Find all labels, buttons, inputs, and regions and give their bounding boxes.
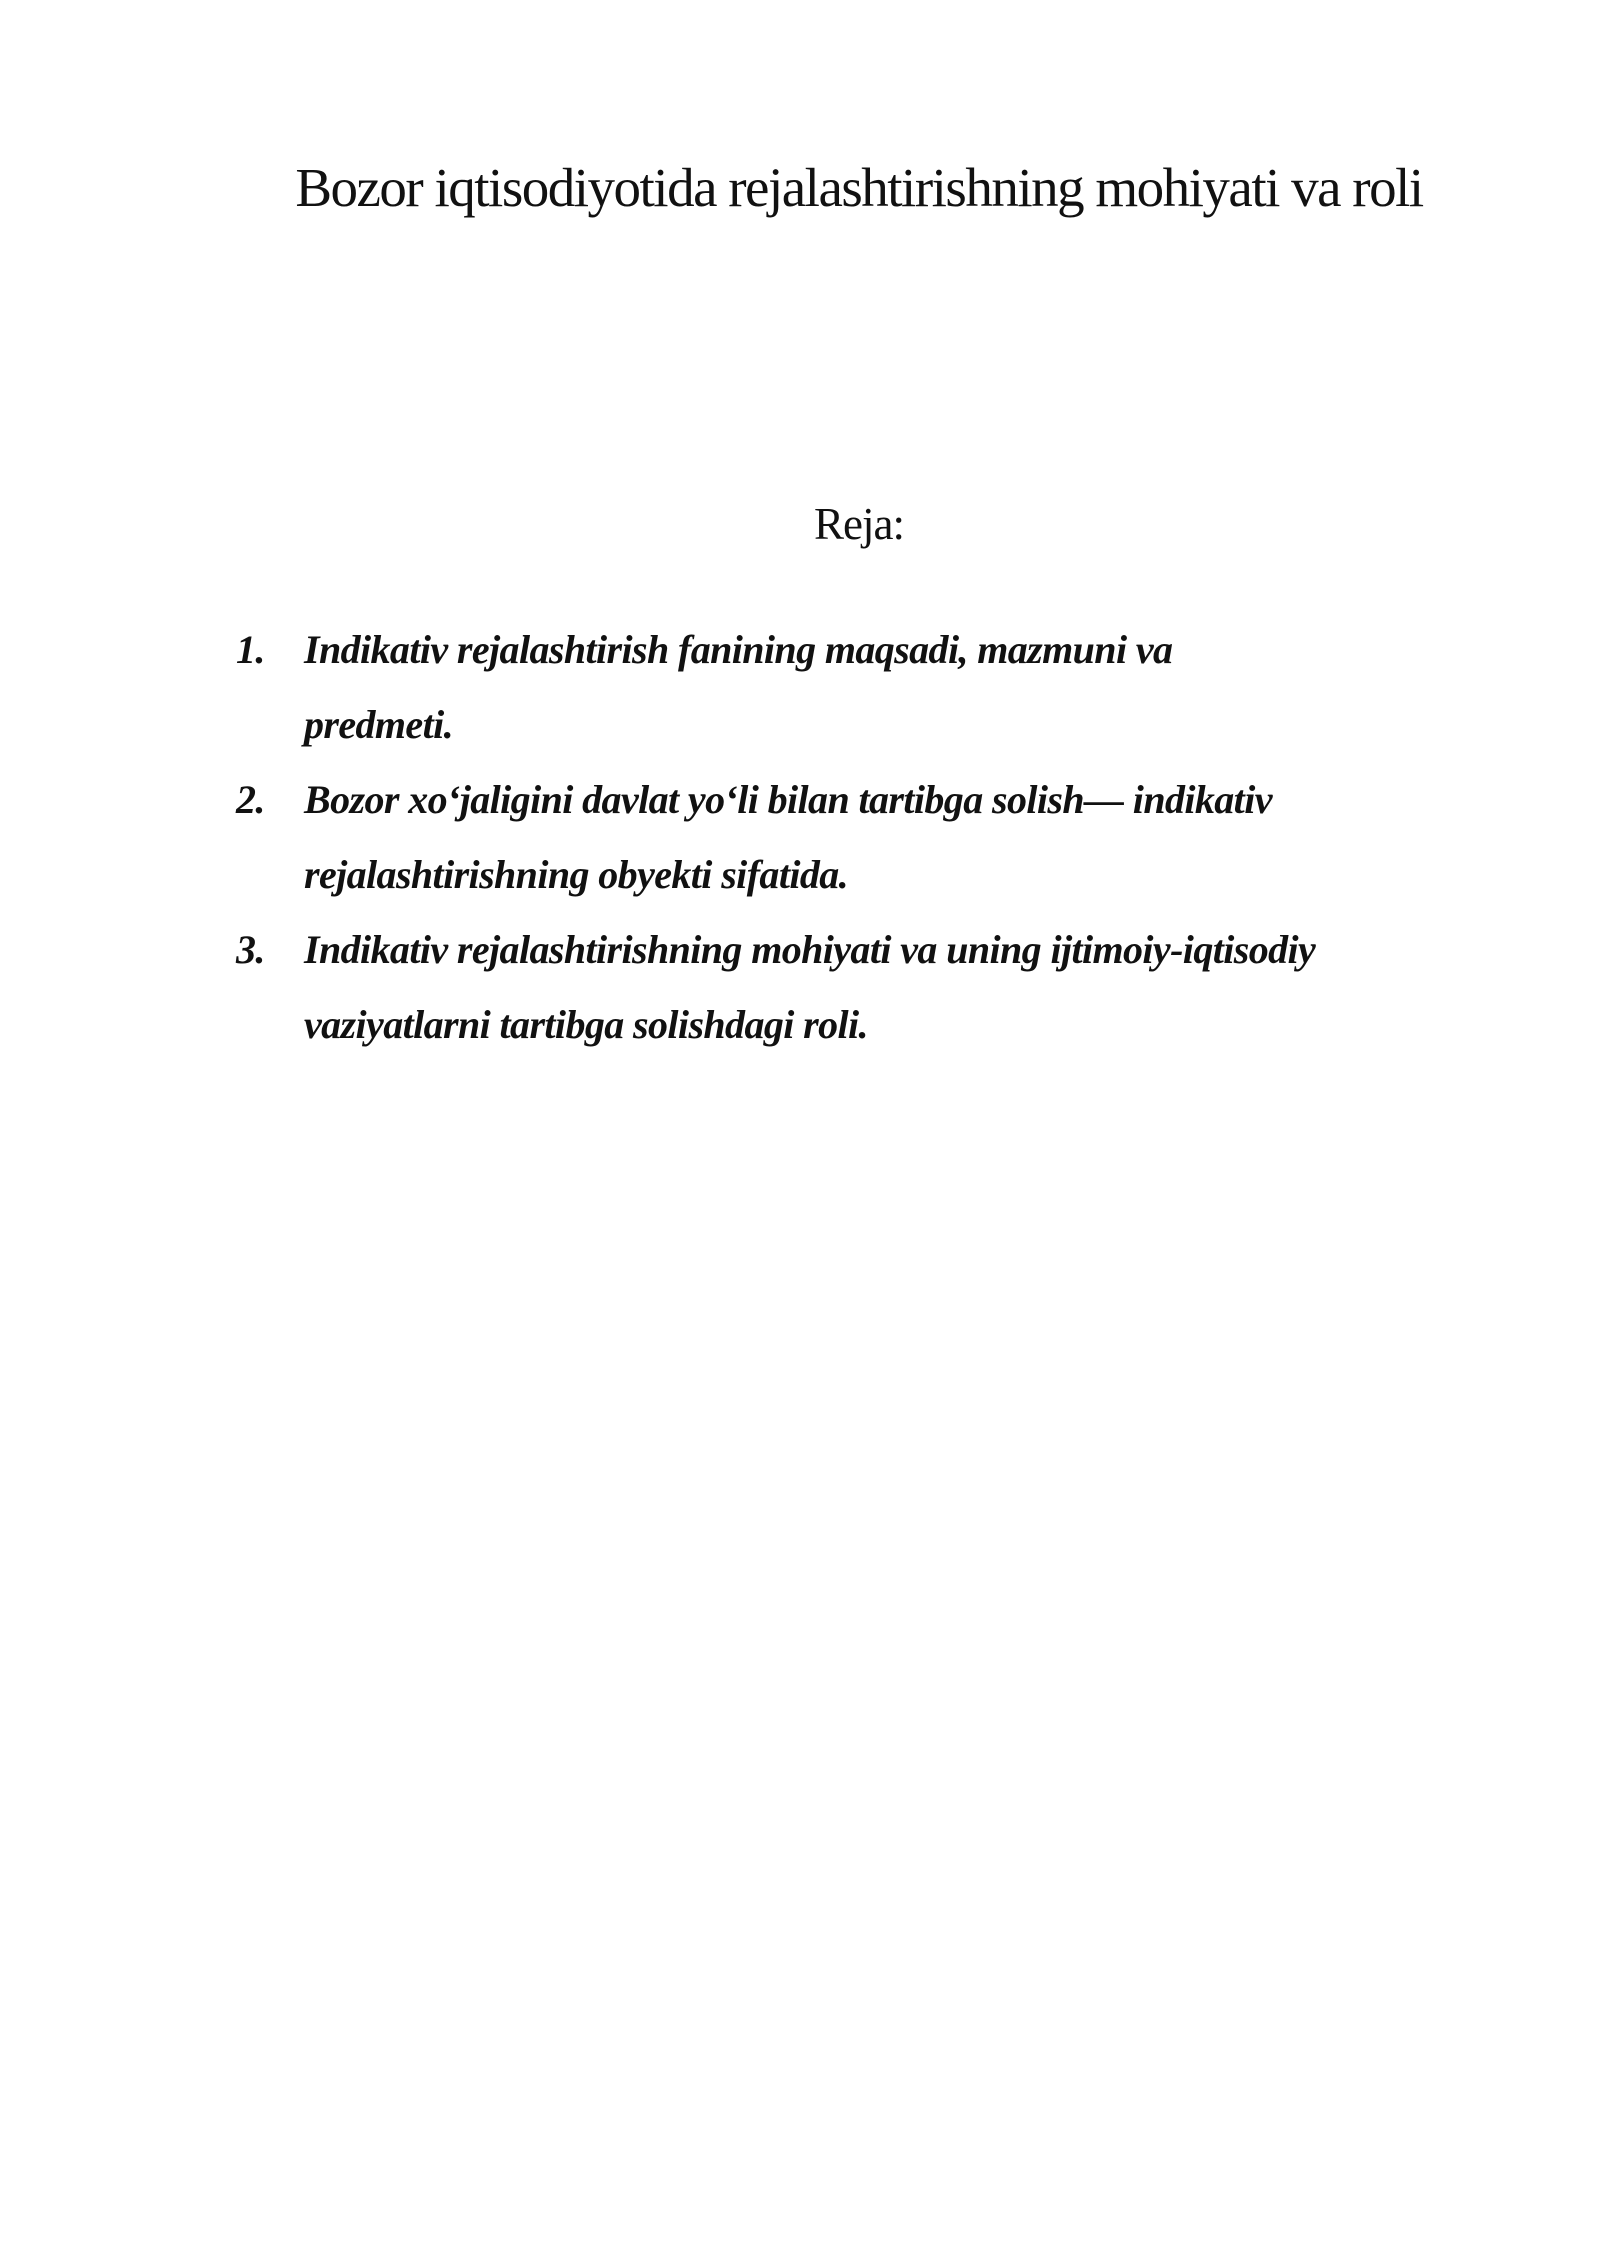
plan-item-2 <box>232 762 1462 912</box>
plan-item-1 <box>232 612 1462 762</box>
plan-list <box>232 612 1462 1062</box>
plan-item-text-line: predmeti. <box>304 702 454 747</box>
plan-item-3 <box>232 912 1462 1062</box>
plan-item-number: 2. <box>236 777 265 822</box>
plan-item-text-line: Indikativ rejalashtirish fanining maqsadi, mazmuni va <box>304 627 1173 672</box>
plan-item-text-line: rejalashtirishning obyekti sifatida. <box>304 852 849 897</box>
plan-item-text-line: Indikativ rejalashtirishning mohiyati va uning ijtimoiy-iqtisodiy <box>304 927 1316 972</box>
plan-item-text-line: Bozor xo‘jaligini davlat yo‘li bilan tartibga solish— indikativ <box>304 777 1272 822</box>
document-title: Bozor iqtisodiyotida rejalashtirishning mohiyati va roli <box>295 157 1423 218</box>
plan-item-number: 3. <box>236 927 265 972</box>
plan-heading: Reja: <box>814 499 904 549</box>
plan-item-text-line: vaziyatlarni tartibga solishdagi roli. <box>304 1002 868 1047</box>
plan-item-number: 1. <box>236 627 265 672</box>
